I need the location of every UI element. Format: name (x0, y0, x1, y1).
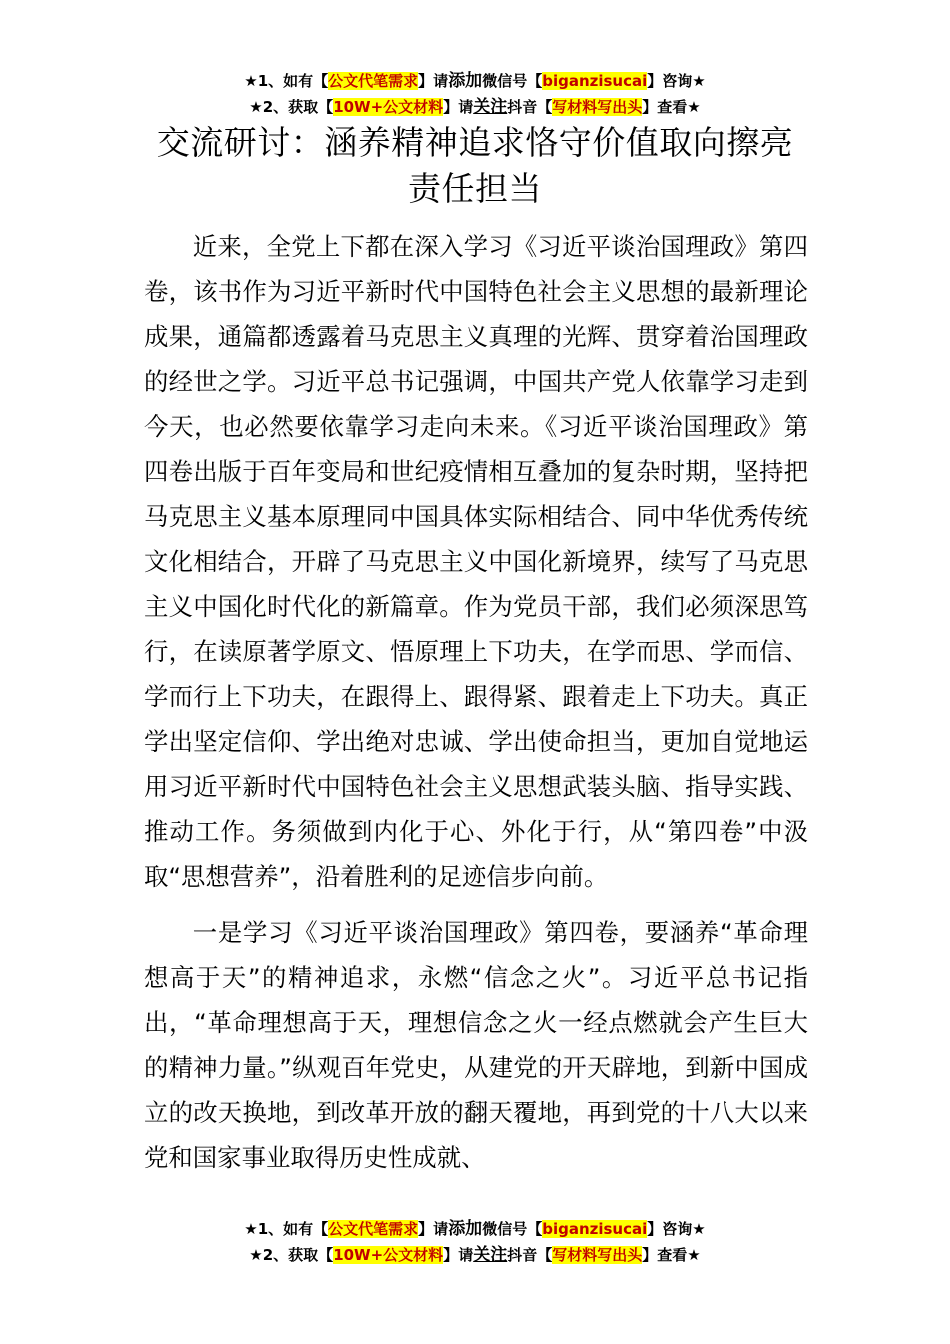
highlight-service: 公文代笔需求 (328, 72, 419, 90)
highlight-wechat-id: biganzisucai (542, 72, 648, 90)
footer-promo-banner (0, 1216, 950, 1268)
highlight-materials: 10W+公文材料 (333, 98, 444, 116)
highlight-materials: 10W+公文材料 (333, 1246, 444, 1264)
promo-line-2: ★2、获取【10W+公文材料】请关注抖音【写材料写出头】查看★ (249, 97, 701, 117)
paragraph-point-one: 一是学习《习近平谈治国理政》第四卷，要涵养“革命理想高于天”的精神追求，永燃“信念之火”。习近平总书记指出，“革命理想高于天，理想信念之火一经点燃就会产生巨大的精神力量。”纵观百年党史，从建党的开天辟地，到新中国成立的改天换地，到改革开放的翻天覆地，再到党的十八大以来党和国家事业取得历史性成就、 (144, 918, 808, 1172)
highlight-douyin: 写材料写出头 (552, 98, 643, 116)
highlight-service: 公文代笔需求 (328, 1220, 419, 1238)
paragraph-intro: 近来，全党上下都在深入学习《习近平谈治国理政》第四卷，该书作为习近平新时代中国特色社会主义思想的最新理论成果，通篇都透露着马克思主义真理的光辉、贯穿着治国理政的经世之学。习近平总书记强调，中国共产党人依靠学习走到今天，也必然要依靠学习走向未来。《习近平谈治国理政》第四卷出版于百年变局和世纪疫情相互叠加的复杂时期，坚持把马克思主义基本原理同中国具体实际相结合、同中华优秀传统文化相结合，开辟了马克思主义中国化新境界，续写了马克思主义中国化时代化的新篇章。作为党员干部，我们必须深思笃行，在读原著学原文、悟原理上下功夫，在学而思、学而信、学而行上下功夫，在跟得上、跟得紧、跟着走上下功夫。真正学出坚定信仰、学出绝对忠诚、学出使命担当，更加自觉地运用习近平新时代中国特色社会主义思想武装头脑、指导实践、推动工作。务须做到内化于心、外化于行，从“第四卷”中汲取“思想营养”，沿着胜利的足迹信步向前。 (144, 232, 808, 891)
title-line-2: 责任担当 (408, 169, 542, 208)
document-body (144, 224, 808, 1180)
highlight-wechat-id: biganzisucai (542, 1220, 648, 1238)
promo-line-2: ★2、获取【10W+公文材料】请关注抖音【写材料写出头】查看★ (249, 1245, 701, 1265)
promo-line-1: ★1、如有【公文代笔需求】请添加微信号【biganzisucai】咨询★ (244, 71, 706, 91)
promo-line-1: ★1、如有【公文代笔需求】请添加微信号【biganzisucai】咨询★ (244, 1219, 706, 1239)
document-title (120, 120, 830, 212)
header-promo-banner (0, 68, 950, 120)
highlight-douyin: 写材料写出头 (552, 1246, 643, 1264)
title-line-1: 交流研讨：涵养精神追求恪守价值取向擦亮 (156, 123, 794, 162)
